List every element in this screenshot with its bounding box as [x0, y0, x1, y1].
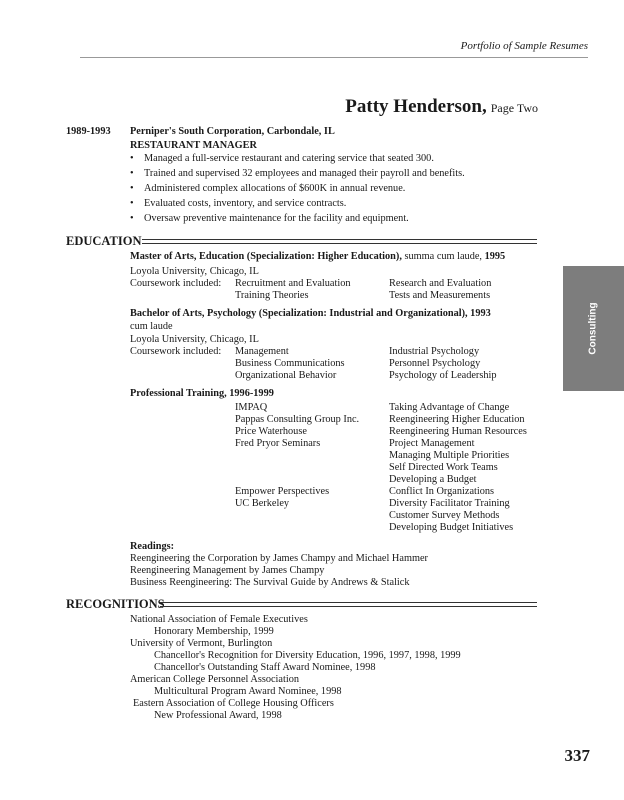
provider: Pappas Consulting Group Inc. — [235, 414, 360, 425]
candidate-name: Patty Henderson, — [345, 96, 487, 117]
course: Organizational Behavior — [235, 370, 337, 381]
job-bullet: • Managed a full-service restaurant and catering service that seated 300. — [144, 153, 434, 165]
provider: Price Waterhouse — [235, 426, 307, 437]
job-company: Perniper's South Corporation, Carbondale, IL — [130, 126, 335, 137]
name-line — [345, 96, 538, 118]
course: Research and Evaluation — [389, 278, 492, 289]
masters-coursework-label: Coursework included: — [130, 278, 222, 289]
course: Taking Advantage of Change — [389, 402, 510, 413]
job-bullet: • Evaluated costs, inventory, and service contracts. — [144, 198, 346, 210]
recognition-org: University of Vermont, Burlington — [130, 638, 273, 649]
recognition-org: Eastern Association of College Housing Officers — [133, 698, 334, 709]
course: Tests and Measurements — [389, 290, 491, 301]
side-tab-label-wrap — [563, 266, 624, 391]
education-heading: EDUCATION — [66, 234, 142, 248]
side-tab-label: Consulting — [588, 302, 599, 355]
reading: Reengineering Management by James Champy — [130, 565, 325, 576]
masters-year: 1995 — [484, 251, 506, 262]
education-rule — [142, 239, 537, 244]
job-bullet: • Administered complex allocations of $600K in annual revenue. — [144, 183, 405, 195]
recognition-award: New Professional Award, 1998 — [154, 710, 282, 721]
bachelors-degree: Bachelor of Arts, Psychology (Specialization: Industrial and Organizational), 1993 — [130, 308, 491, 319]
reading: Business Reengineering: The Survival Guide by Andrews & Stalick — [130, 577, 410, 588]
job-title: RESTAURANT MANAGER — [130, 140, 257, 151]
recognitions-rule — [160, 602, 537, 607]
recognition-award: Chancellor's Recognition for Diversity Education, 1996, 1997, 1998, 1999 — [154, 650, 461, 661]
course: Developing a Budget — [389, 474, 477, 485]
training-providers-a — [235, 402, 359, 450]
provider: Empower Perspectives — [235, 486, 330, 497]
provider: IMPAQ — [235, 402, 268, 413]
reading: Reengineering the Corporation by James Champy and Michael Hammer — [130, 553, 428, 564]
provider: UC Berkeley — [235, 498, 290, 509]
recognition-org: National Association of Female Executives — [130, 614, 308, 625]
running-header: Portfolio of Sample Resumes — [460, 40, 588, 52]
course: Self Directed Work Teams — [389, 462, 498, 473]
bachelors-coursework-label: Coursework included: — [130, 346, 222, 357]
masters-honors: summa cum laude, — [404, 251, 482, 262]
page-label: Page Two — [490, 101, 538, 115]
recognition-org: American College Personnel Association — [130, 674, 300, 685]
course: Industrial Psychology — [389, 346, 480, 357]
masters-line — [130, 251, 505, 263]
page-number: 337 — [564, 746, 590, 765]
job-bullet: • Oversaw preventive maintenance for the facility and equipment. — [144, 213, 409, 225]
masters-school: Loyola University, Chicago, IL — [130, 266, 259, 277]
course: Diversity Facilitator Training — [389, 498, 510, 509]
course: Reengineering Human Resources — [389, 426, 527, 437]
bachelors-school: Loyola University, Chicago, IL — [130, 334, 259, 345]
course: Managing Multiple Priorities — [389, 450, 510, 461]
recognition-award: Chancellor's Outstanding Staff Award Nominee, 1998 — [154, 662, 376, 673]
readings-heading: Readings: — [130, 541, 175, 552]
bachelors-col1 — [235, 346, 345, 382]
course: Project Management — [389, 438, 475, 449]
recognitions-heading: RECOGNITIONS — [66, 597, 165, 611]
masters-col1 — [235, 278, 351, 302]
masters-col2 — [389, 278, 491, 302]
job-dates: 1989-1993 — [66, 126, 111, 137]
training-heading: Professional Training, 1996-1999 — [130, 388, 274, 399]
training-courses — [389, 402, 527, 534]
masters-degree: Master of Arts, Education (Specialization: Higher Education), — [130, 251, 402, 262]
course: Conflict In Organizations — [389, 486, 495, 497]
recognition-award: Multicultural Program Award Nominee, 1998 — [154, 686, 342, 697]
readings-list — [130, 553, 428, 589]
course: Reengineering Higher Education — [389, 414, 525, 425]
bachelors-col2 — [389, 346, 497, 382]
course: Business Communications — [235, 358, 345, 369]
training-providers-b — [235, 486, 329, 510]
course: Recruitment and Evaluation — [235, 278, 351, 289]
course: Customer Survey Methods — [389, 510, 500, 521]
recognition-award: Honorary Membership, 1999 — [154, 626, 274, 637]
course: Training Theories — [235, 290, 309, 301]
course: Developing Budget Initiatives — [389, 522, 514, 533]
course: Psychology of Leadership — [389, 370, 497, 381]
job-bullet: • Trained and supervised 32 employees and managed their payroll and benefits. — [144, 168, 465, 180]
bachelors-honors: cum laude — [130, 321, 173, 332]
provider: Fred Pryor Seminars — [235, 438, 321, 449]
course: Personnel Psychology — [389, 358, 481, 369]
header-rule — [80, 57, 588, 58]
course: Management — [235, 346, 289, 357]
